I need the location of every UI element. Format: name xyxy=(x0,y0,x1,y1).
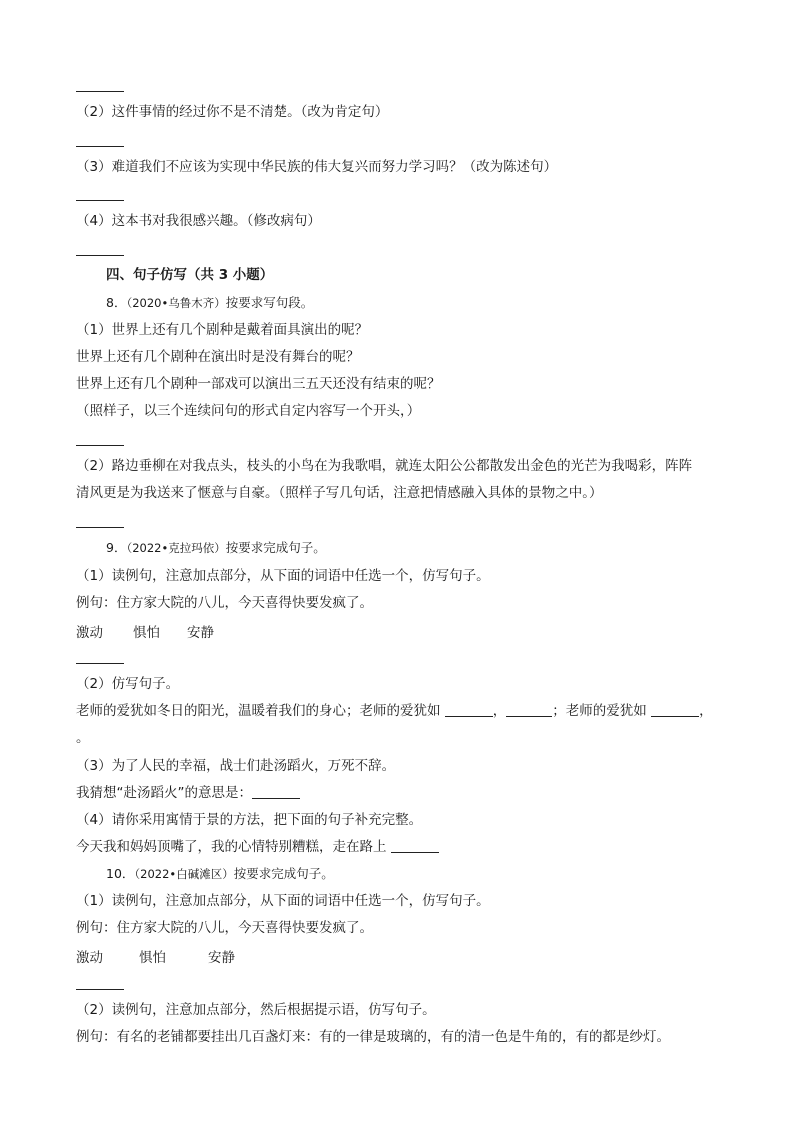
q9-part-2: （2）仿写句子。 xyxy=(76,676,180,692)
q10-part-2: （2）读例句，注意加点部分，然后根据提示语，仿写句子。 xyxy=(76,1002,436,1018)
q9-line-1: （1）读例句，注意加点部分，从下面的词语中任选一个，仿写句子。 xyxy=(76,568,490,584)
q8-line-1: （1）世界上还有几个剧种是戴着面具演出的呢？ xyxy=(76,322,369,338)
q8-header xyxy=(106,294,313,312)
q9-part-4-sentence: 今天我和妈妈顶嘴了，我的心情特别糟糕，走在路上 xyxy=(76,838,439,856)
answer-blank[interactable] xyxy=(76,989,124,990)
q10-line-1: （1）读例句，注意加点部分，从下面的词语中任选一个，仿写句子。 xyxy=(76,893,490,909)
answer-blank[interactable] xyxy=(76,445,124,446)
q9-part-3-answer: 我猜想“赴汤蹈火”的意思是： xyxy=(76,784,300,802)
s3-item-4: （4）这本书对我很感兴趣。（修改病句） xyxy=(76,213,321,229)
q9-word: 激动 xyxy=(76,625,103,641)
answer-blank[interactable] xyxy=(76,527,124,528)
answer-blank[interactable] xyxy=(76,91,124,92)
q9-word: 惧怕 xyxy=(133,625,160,641)
q10-example-2: 例句：有名的老铺都要挂出几百盏灯来：有的一律是玻璃的，有的清一色是牛角的，有的都是纱灯。 xyxy=(76,1029,670,1045)
fill-blank[interactable] xyxy=(506,702,552,717)
q10-word: 惧怕 xyxy=(139,950,166,966)
fill-blank[interactable] xyxy=(445,702,493,717)
section-4-title: 四、句子仿写（共 3 小题） xyxy=(106,267,274,283)
q10-number: 10． xyxy=(106,866,135,881)
q10-word: 安静 xyxy=(208,950,235,966)
answer-blank[interactable] xyxy=(76,146,124,147)
fill-blank[interactable] xyxy=(651,702,699,717)
answer-blank[interactable] xyxy=(76,200,124,201)
q10-word: 激动 xyxy=(76,950,103,966)
q9-part-2-sentence: 老师的爱犹如冬日的阳光，温暖着我们的身心；老师的爱犹如 ， ；老师的爱犹如 ， xyxy=(76,703,713,719)
q9-instruction: 按要求完成句子。 xyxy=(225,540,326,555)
q10-source: （2022•白碱滩区） xyxy=(134,867,234,881)
q9-source: （2022•克拉玛依） xyxy=(126,541,226,555)
q10-instruction: 按要求完成句子。 xyxy=(233,866,334,881)
q10-example: 例句：住方家大院的八儿，今天喜得快要发疯了。 xyxy=(76,920,373,936)
answer-blank[interactable] xyxy=(76,663,124,664)
q8-line-4: （照样子，以三个连续问句的形式自定内容写一个开头，） xyxy=(76,403,421,419)
q8-instruction: 按要求写句段。 xyxy=(225,295,314,310)
fill-blank[interactable] xyxy=(391,838,439,853)
s3-item-2: （2）这件事情的经过你不是不清楚。（改为肯定句） xyxy=(76,104,389,120)
q9-word: 安静 xyxy=(187,625,214,641)
q8-line-2: 世界上还有几个剧种在演出时是没有舞台的呢？ xyxy=(76,349,360,365)
q8-source: （2020•乌鲁木齐） xyxy=(126,296,226,310)
q9-number: 9． xyxy=(106,540,127,555)
q8-line-5: （2）路边垂柳在对我点头，枝头的小鸟在为我歌唱，就连太阳公公都散发出金色的光芒为我喝彩，阵阵 xyxy=(76,458,693,474)
q10-header xyxy=(106,865,334,883)
q9-header xyxy=(106,539,326,557)
q9-part-4: （4）请你采用寓情于景的方法，把下面的句子补充完整。 xyxy=(76,812,423,828)
q9-part-3: （3）为了人民的幸福，战士们赴汤蹈火，万死不辞。 xyxy=(76,758,396,774)
q9-part-2-end: 。 xyxy=(76,730,90,746)
q8-line-3: 世界上还有几个剧种一部戏可以演出三五天还没有结束的呢？ xyxy=(76,376,441,392)
q8-line-6: 清风更是为我送来了惬意与自豪。（照样子写几句话，注意把情感融入具体的景物之中。） xyxy=(76,485,603,501)
s3-item-3: （3）难道我们不应该为实现中华民族的伟大复兴而努力学习吗？（改为陈述句） xyxy=(76,159,558,175)
q9-example: 例句：住方家大院的八儿，今天喜得快要发疯了。 xyxy=(76,595,373,611)
answer-blank[interactable] xyxy=(76,255,124,256)
q8-number: 8． xyxy=(106,295,127,310)
fill-blank[interactable] xyxy=(252,784,300,799)
